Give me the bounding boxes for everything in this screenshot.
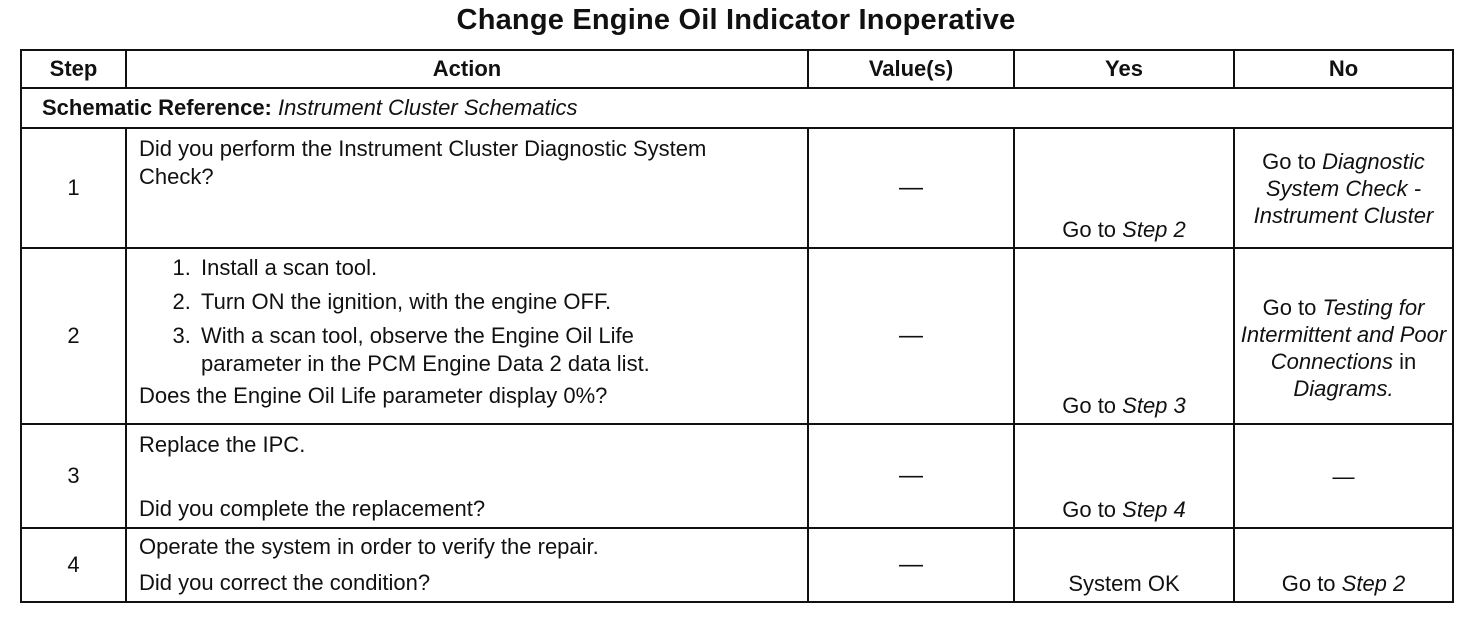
header-no: No [1234, 50, 1453, 88]
no-prefix: Go to [1281, 571, 1342, 596]
table-row [21, 528, 1453, 602]
no-cell: — [1234, 424, 1453, 528]
table-row [21, 248, 1453, 424]
no-link[interactable]: Step 2 [1341, 571, 1406, 596]
no-link[interactable]: Diagnostic System Check - Instrument Cluster [1253, 148, 1434, 228]
value-cell: — [808, 128, 1014, 248]
value-cell: — [808, 528, 1014, 602]
header-row [21, 50, 1453, 88]
action-question: Did you correct the condition? [139, 570, 431, 595]
schematic-reference-row [21, 88, 1453, 128]
step-number: 4 [21, 528, 126, 602]
yes-cell [1014, 128, 1234, 248]
yes-cell [1014, 248, 1234, 424]
action-text: Did you perform the Instrument Cluster Diagnostic System Check? [139, 136, 707, 189]
schematic-reference [21, 88, 1453, 128]
header-step: Step [21, 50, 126, 88]
list-item: 2. Turn ON the ignition, with the engine OFF. [197, 285, 797, 319]
table-row [21, 128, 1453, 248]
value-cell: — [808, 248, 1014, 424]
yes-cell: System OK [1014, 528, 1234, 602]
step-number: 1 [21, 128, 126, 248]
yes-prefix: Go to [1062, 217, 1123, 242]
action-cell [126, 424, 808, 528]
yes-prefix: Go to [1062, 393, 1123, 418]
yes-link[interactable]: Step 3 [1122, 393, 1186, 418]
yes-link[interactable]: Step 2 [1122, 217, 1186, 242]
header-values: Value(s) [808, 50, 1014, 88]
header-action: Action [126, 50, 808, 88]
action-question: Does the Engine Oil Life parameter display 0%? [139, 383, 608, 408]
value-cell: — [808, 424, 1014, 528]
action-text: Replace the IPC. [139, 432, 306, 457]
no-prefix: Go to [1262, 295, 1323, 320]
yes-prefix: Go to [1062, 497, 1123, 522]
step-number: 2 [21, 248, 126, 424]
action-question: Did you complete the replacement? [139, 496, 486, 521]
schematic-label: Schematic Reference: [42, 95, 272, 120]
no-cell [1234, 128, 1453, 248]
header-yes: Yes [1014, 50, 1234, 88]
action-cell [126, 248, 808, 424]
yes-link[interactable]: Step 4 [1122, 497, 1186, 522]
action-list [139, 251, 797, 378]
no-cell [1234, 528, 1453, 602]
list-item: 1. Install a scan tool. [197, 251, 797, 285]
list-item: 3. With a scan tool, observe the Engine Oil Life parameter in the PCM Engine Data 2 data list. [197, 319, 721, 378]
no-prefix: Go to [1262, 148, 1323, 174]
yes-cell [1014, 424, 1234, 528]
diagnostic-table [20, 49, 1454, 603]
action-cell [126, 528, 808, 602]
action-cell [126, 128, 808, 248]
action-text: Operate the system in order to verify the repair. [139, 534, 599, 559]
page-title: Change Engine Oil Indicator Inoperative [456, 4, 1016, 36]
no-link-2[interactable]: Diagrams. [1293, 376, 1394, 401]
no-link[interactable]: Testing for Intermittent and Poor Connections [1240, 295, 1447, 374]
no-cell [1234, 248, 1453, 424]
no-mid: in [1393, 349, 1417, 374]
step-number: 3 [21, 424, 126, 528]
schematic-link[interactable]: Instrument Cluster Schematics [278, 95, 578, 120]
table-row [21, 424, 1453, 528]
